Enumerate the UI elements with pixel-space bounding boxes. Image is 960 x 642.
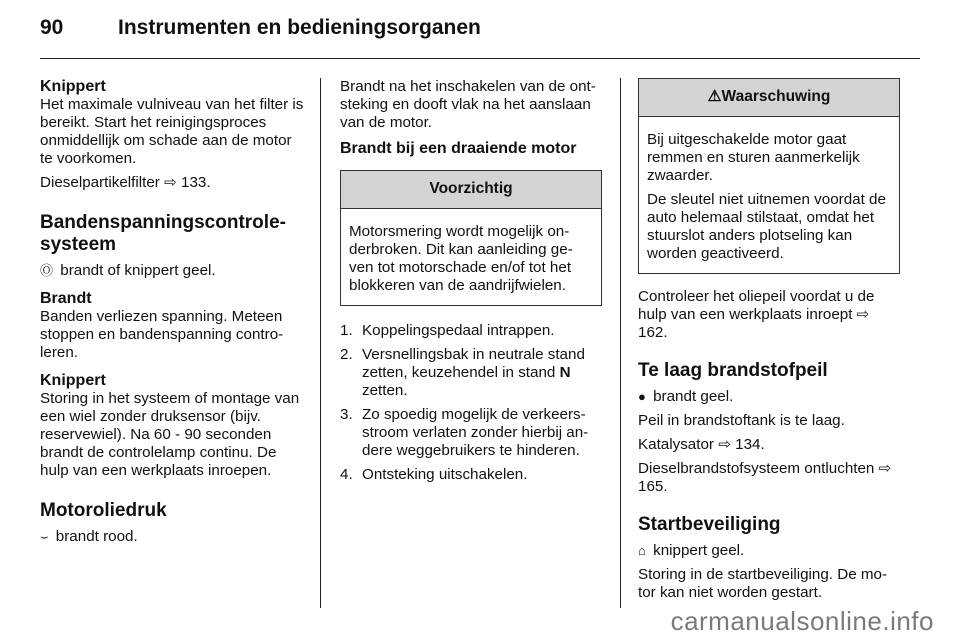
- knippert-text: Het maximale vulniveau van het filter is bereikt. Start het reinigingsproces onmiddellijk om schade aan de motor te voorkomen.: [40, 96, 304, 167]
- warning-paragraph-2: De sleutel niet uitnemen voordat de auto helemaal stilstaat, omdat het stuurslot anders plotseling kan worden geactiveerd.: [647, 191, 886, 262]
- knippert2-heading: Knippert: [40, 372, 106, 389]
- watermark: carmanualsonline.info: [670, 606, 934, 636]
- column-3: [638, 78, 900, 608]
- step-text-after: zetten.: [362, 382, 408, 399]
- step-text: Zo spoedig mogelijk de verkeers-stroom verlaten zonder hierbij an-dere weggebruikers te hinderen.: [362, 406, 589, 459]
- step-bold-text: N: [559, 364, 571, 381]
- step-text: Versnellingsbak in neutrale stand zetten, keuzehendel in stand: [362, 346, 585, 381]
- immobiliser-text: Storing in de startbeveiliging. De mo-tor kan niet worden gestart.: [638, 566, 888, 601]
- caution-title: Voorzichtig: [341, 171, 601, 209]
- fuel-text-1: Peil in brandstoftank is te laag.: [638, 412, 845, 429]
- fuel-text-3: Dieselbrandstofsysteem ontluchten ⇨ 165.: [638, 460, 892, 495]
- step-number: 1.: [340, 322, 353, 339]
- step-number: 2.: [340, 346, 353, 363]
- oil-status-text: brandt rood.: [55, 528, 138, 545]
- knippert-heading: Knippert: [40, 78, 106, 95]
- column-2: [340, 78, 602, 490]
- knippert2-text: Storing in het systeem of montage van een wiel zonder druksensor (bijv. reservewiel). Na 60 - 90 seconden brandt de controlelamp continu. De hulp van een werkplaats inroepen.: [40, 390, 300, 479]
- dieselfilter-reference: Dieselpartikelfilter ⇨ 133.: [40, 174, 211, 191]
- tyre-status-text: brandt of knippert geel.: [60, 262, 216, 279]
- header-rule: [40, 58, 920, 59]
- list-item: [340, 406, 602, 460]
- immobiliser-heading: Startbeveiliging: [638, 514, 781, 535]
- immobiliser-status-line: [638, 542, 900, 560]
- caution-box: [340, 170, 602, 306]
- page-title: Instrumenten en bedieningsorganen: [118, 16, 481, 39]
- brandt-text: Banden verliezen spanning. Meteen stoppen en bandenspanning contro-leren.: [40, 308, 284, 361]
- procedure-steps: [340, 322, 602, 484]
- fuel-text-2: Katalysator ⇨ 134.: [638, 436, 765, 453]
- oil-can-icon: ⌣: [40, 529, 49, 544]
- caution-text: Motorsmering wordt mogelijk on-derbroken. Dit kan aanleiding ge-ven tot motorschade en/of tot het blokkeren van de aandrijfwielen.: [349, 223, 573, 294]
- warning-triangle-icon: ⚠: [707, 88, 722, 105]
- warning-title-bar: [639, 79, 899, 117]
- brandt-heading: Brandt: [40, 290, 92, 307]
- warning-box: [638, 78, 900, 274]
- tyre-pressure-heading: Bandenspanningscontrole-systeem: [40, 212, 286, 255]
- oil-pressure-heading: Motoroliedruk: [40, 500, 167, 521]
- page-number: 90: [40, 16, 64, 39]
- list-item: [340, 322, 602, 340]
- immobiliser-icon: ⌂: [638, 543, 646, 558]
- oil-intro-text: Brandt na het inschakelen van de ont-steking en dooft vlak na het aanslaan van de motor.: [340, 78, 596, 131]
- step-text: Ontsteking uitschakelen.: [362, 466, 528, 483]
- list-item: [340, 466, 602, 484]
- step-number: 4.: [340, 466, 353, 483]
- column-divider-1: [320, 78, 321, 608]
- immobiliser-status-text: knippert geel.: [653, 542, 745, 559]
- list-item: [340, 346, 602, 400]
- step-number: 3.: [340, 406, 353, 423]
- column-divider-2: [620, 78, 621, 608]
- column-1: [40, 78, 306, 552]
- running-engine-heading: Brandt bij een draaiende motor: [340, 140, 577, 157]
- oil-status-line: [40, 528, 306, 546]
- tyre-pressure-icon: Ⓞ: [40, 263, 54, 278]
- oil-check-text: Controleer het oliepeil voordat u de hulp van een werkplaats inroept ⇨ 162.: [638, 288, 875, 341]
- warning-title: Waarschuwing: [721, 88, 831, 105]
- step-text: Koppelingspedaal intrappen.: [362, 322, 555, 339]
- warning-paragraph-1: Bij uitgeschakelde motor gaat remmen en sturen aanmerkelijk zwaarder.: [647, 131, 860, 184]
- tyre-status-line: [40, 262, 306, 280]
- fuel-status-line: [638, 388, 900, 406]
- low-fuel-heading: Te laag brandstofpeil: [638, 360, 828, 381]
- fuel-indicator-icon: ●: [638, 389, 646, 404]
- fuel-status-text: brandt geel.: [653, 388, 734, 405]
